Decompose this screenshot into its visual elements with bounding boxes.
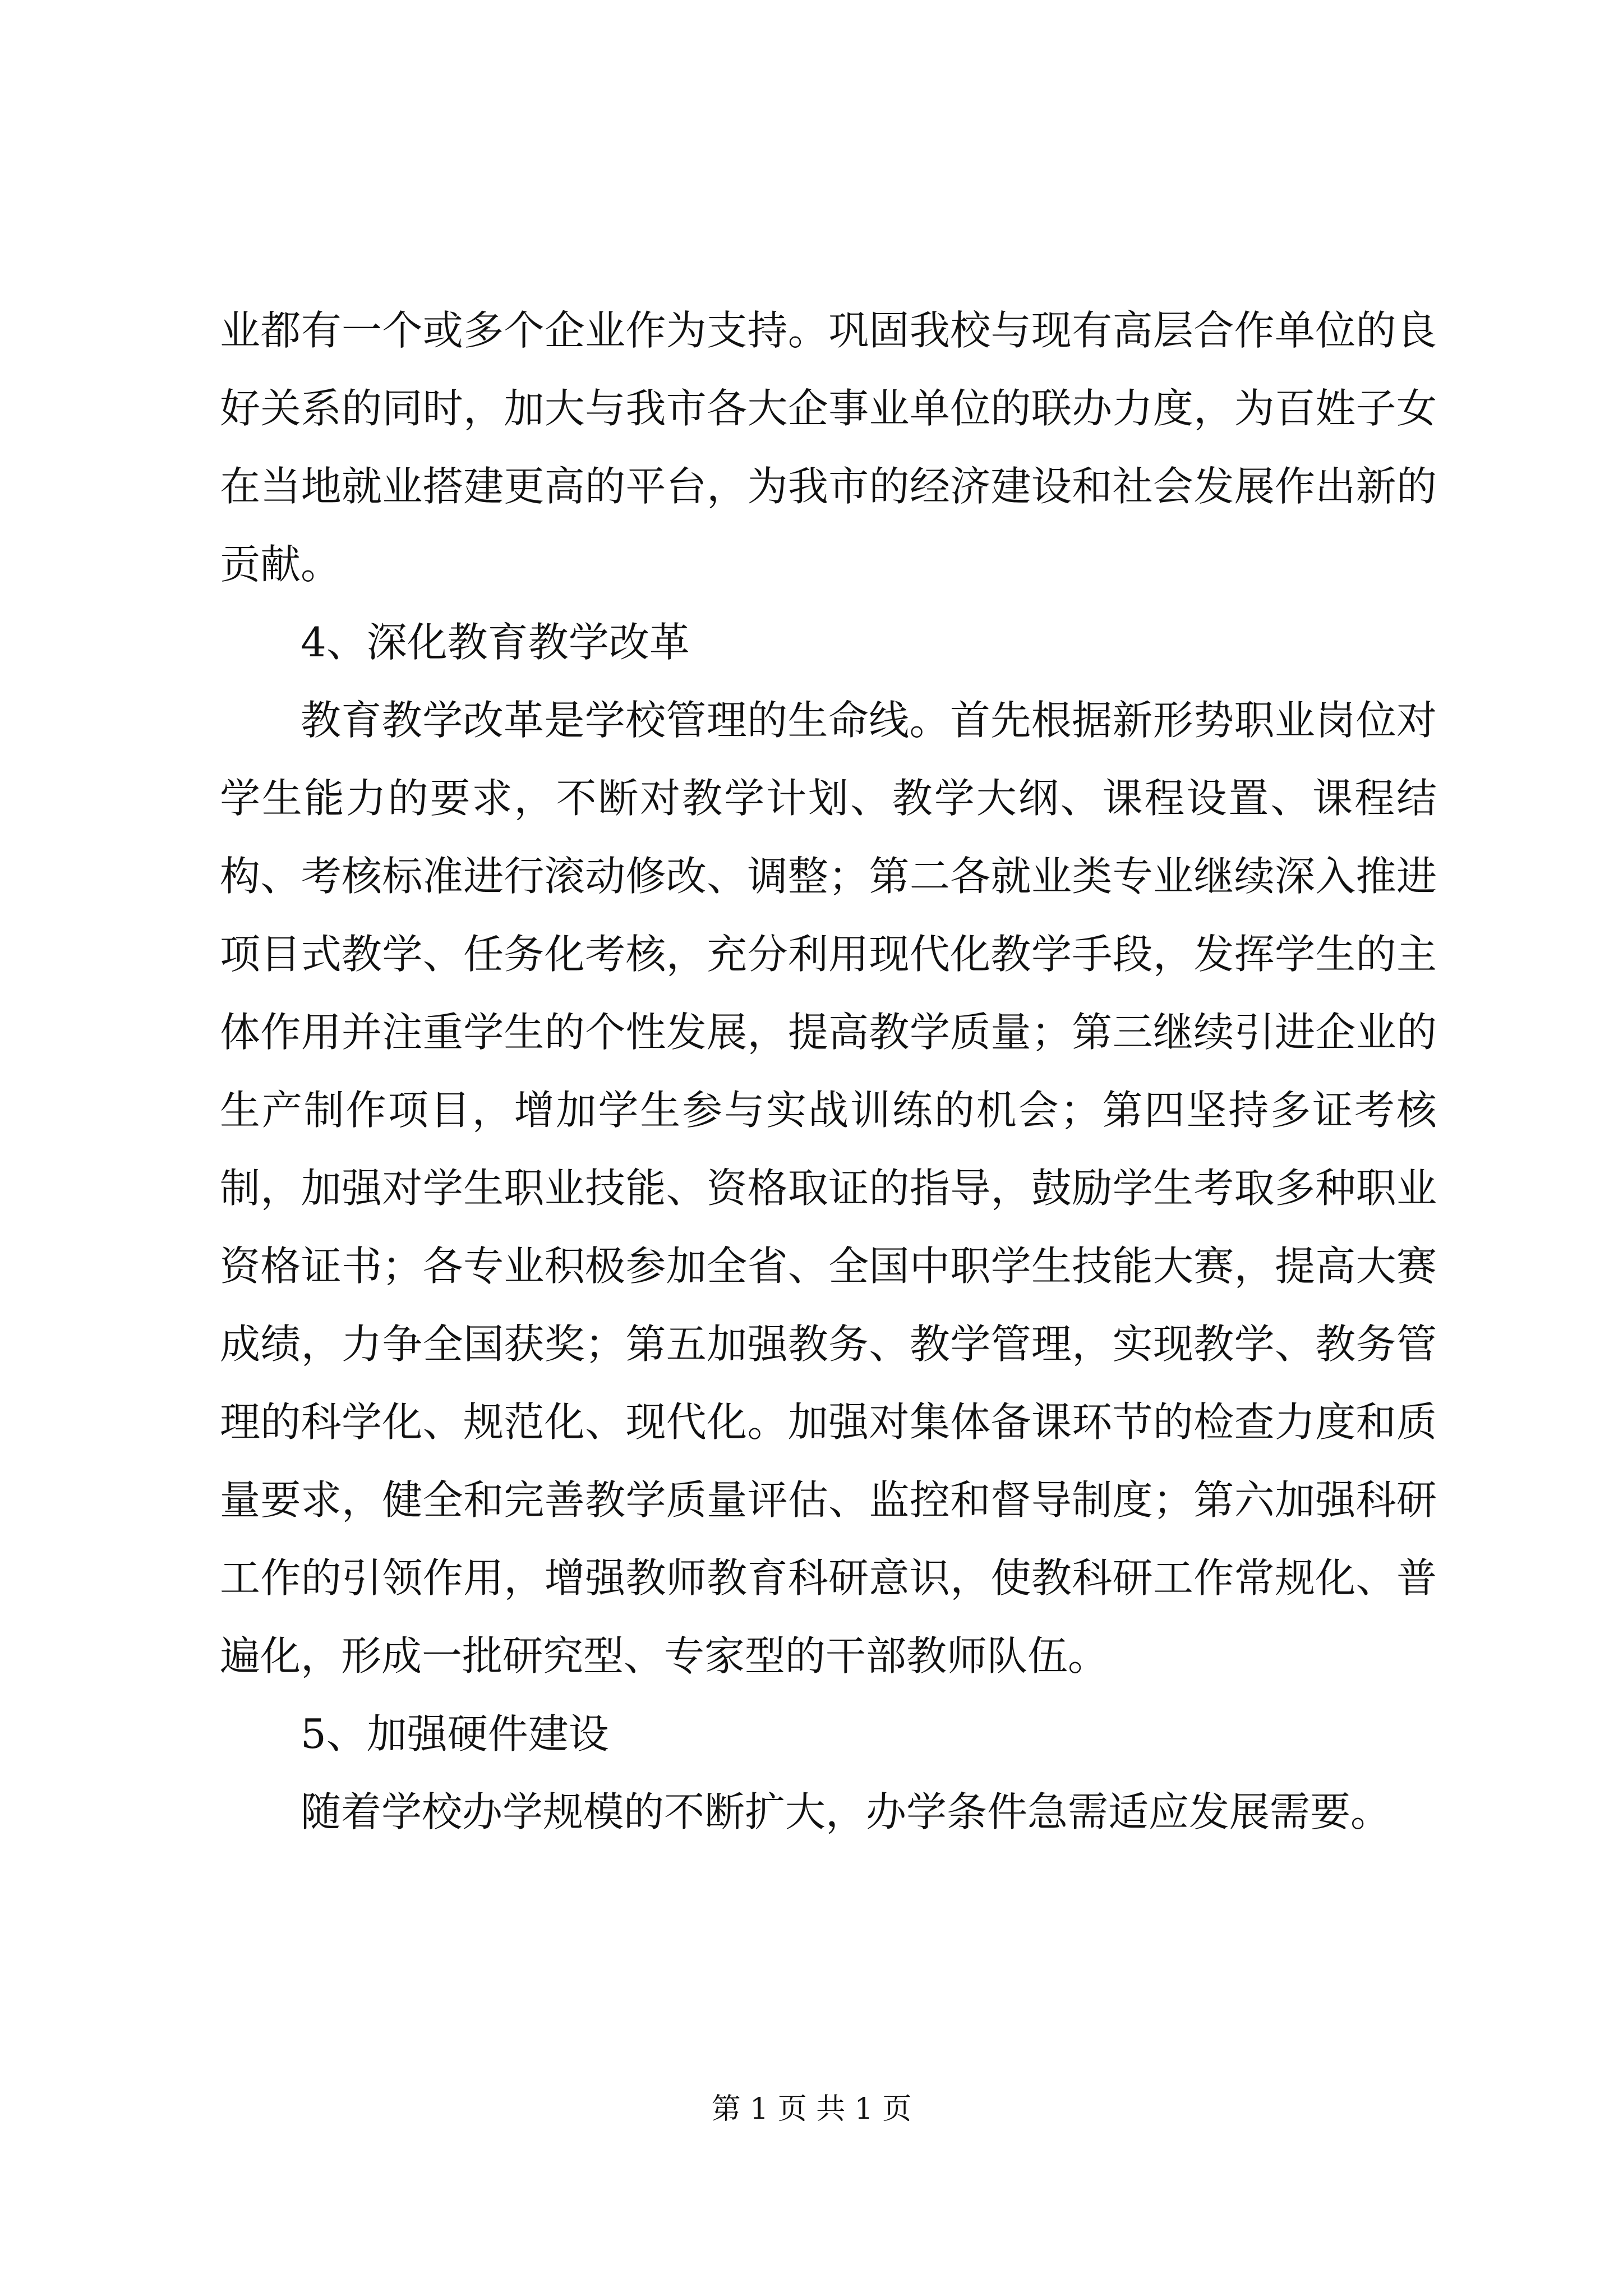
section-heading-5: 5、加强硬件建设 xyxy=(301,1710,609,1757)
paragraph-teaching-reform: 教育教学改革是学校管理的生命线。首先根据新形势职业岗位对学生能力的要求，不断对教学计划、教学大纲、课程设置、课程结构、考核标准进行滚动修改、调整；第二各就业类专业继续深入推进项目式教学、任务化考核，充分利用现代化教学手段，发挥学生的主体作用并注重学生的个性发展，提高教学质量；第三继续引进企业的生产制作项目，增加学生参与实战训练的机会；第四坚持多证考核制，加强对学生职业技能、资格取证的指导，鼓励学生考取多种职业资格证书；各专业积极参加全省、全国中职学生技能大赛，提高大赛成绩，力争全国获奖；第五加强教务、教学管理，实现教学、教务管理的科学化、规范化、现代化。加强对集体备课环节的检查力度和质量要求，健全和完善教学质量评估、监控和督导制度；第六加强科研工作的引领作用，增强教师教育科研意识，使教科研工作常规化、普遍化，形成一批研究型、专家型的干部教师队伍。 xyxy=(220,697,1437,1680)
document-body xyxy=(220,292,1437,1851)
paragraph-continuation: 业都有一个或多个企业作为支持。巩固我校与现有高层合作单位的良好关系的同时，加大与我市各大企事业单位的联办力度，为百姓子女在当地就业搭建更高的平台，为我市的经济建设和社会发展作出新的贡献。 xyxy=(220,307,1437,588)
page-footer: 第 1 页 共 1 页 xyxy=(711,2092,912,2126)
section-heading-4: 4、深化教育教学改革 xyxy=(301,619,690,666)
paragraph-hardware: 随着学校办学规模的不断扩大，办学条件急需适应发展需要。 xyxy=(301,1788,1391,1835)
